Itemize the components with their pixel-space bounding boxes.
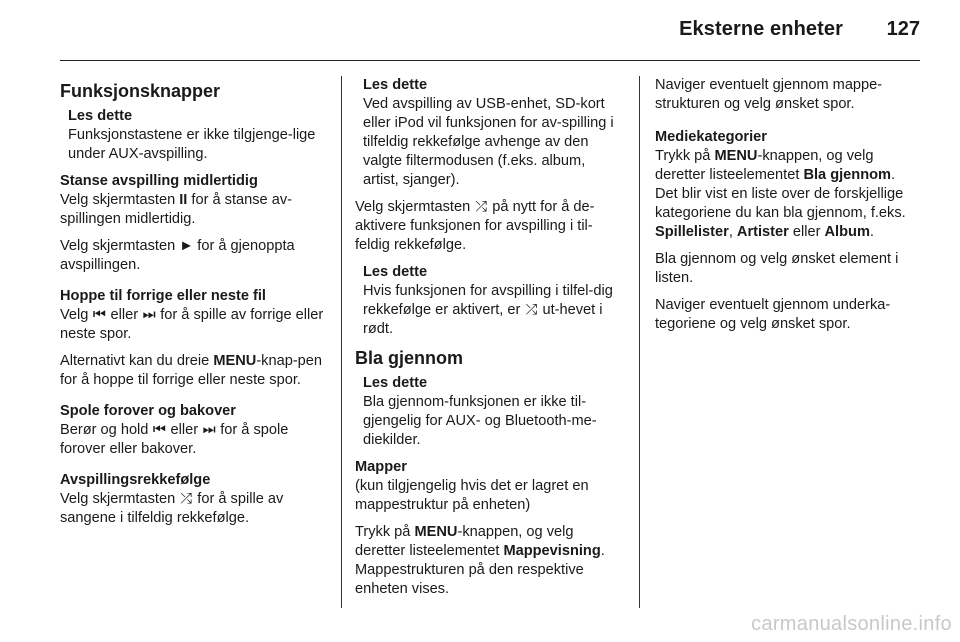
note-label: Les dette — [363, 77, 428, 93]
paragraph-spool: Berør og hold ⏮ eller ⏭ for å spole forover eller bakover. — [60, 422, 289, 457]
text-column-2 — [355, 76, 619, 607]
paragraph-subcategories: Naviger eventuelt gjennom underka-tegoriene og velg ønsket spor. — [655, 297, 891, 332]
column-divider — [341, 76, 342, 608]
category-artists: Artister — [736, 224, 789, 240]
page-header-title: Eksterne enheter — [679, 18, 843, 40]
menu-key-label: MENU — [714, 148, 758, 164]
note-label: Les dette — [363, 375, 428, 391]
category-playlists: Spillelister — [655, 224, 729, 240]
paragraph-shuffle: Velg skjermtasten ⤮ for å spille av sangene i tilfeldig rekkefølge. — [60, 491, 284, 526]
pause-key-symbol: II — [179, 192, 188, 208]
subheading-shuffle: Avspillingsrekkefølge — [60, 472, 211, 488]
subheading-folders: Mapper — [355, 459, 407, 475]
paragraph-media-categories: Trykk på MENU-knappen, og velg deretter listeelementet Bla gjennom. Det blir vist en liste over de forskjellige kategoriene du kan bla gjennom, f.eks. Spillelister, Artister eller Album. — [655, 148, 906, 240]
paragraph-folders: (kun tilgjengelig hvis det er lagret en mappestruktur på enheten) — [355, 478, 589, 513]
subheading-skip: Hoppe til forrige eller neste fil — [60, 288, 266, 304]
paragraph-resume: Velg skjermtasten ► for å gjenoppta avspillingen. — [60, 238, 295, 273]
subheading-pause: Stanse avspilling midlertidig — [60, 173, 258, 189]
watermark: carmanualsonline.info — [751, 613, 952, 635]
note-text: Ved avspilling av USB-enhet, SD-kort eller iPod vil funksjonen for av-spilling i tilfeldig rekkefølge avhenge av den valgte filtermodusen (f.eks. album, artist, sjanger). — [363, 96, 614, 188]
subheading-spool: Spole forover og bakover — [60, 403, 236, 419]
note-label: Les dette — [363, 264, 428, 280]
paragraph-browse-list: Bla gjennom og velg ønsket element i listen. — [655, 251, 899, 286]
note-box — [363, 374, 619, 450]
shuffle-icon: ⤮ — [525, 302, 538, 318]
paragraph-menu-knob: Alternativt kan du dreie MENU-knap-pen for å hoppe til forrige eller neste spor. — [60, 353, 323, 388]
paragraph-deactivate-shuffle: Velg skjermtasten ⤮ på nytt for å de-aktivere funksjonen for avspilling i til-feldig rekkefølge. — [355, 199, 595, 253]
note-box — [363, 76, 619, 190]
page-number: 127 — [886, 18, 920, 40]
paragraph-pause: Velg skjermtasten II for å stanse av-spillingen midlertidig. — [60, 192, 292, 227]
column-divider — [639, 76, 640, 608]
note-box: Les dette Hvis funksjonen for avspilling i tilfel-dig rekkefølge er aktivert, er ⤮ ut-hevet i rødt. — [363, 263, 619, 339]
header-divider — [60, 60, 920, 61]
note-box — [68, 107, 324, 164]
category-album: Album — [824, 224, 870, 240]
menu-item-browse: Bla gjennom — [803, 167, 892, 183]
menu-key-label: MENU — [414, 524, 458, 540]
skip-previous-icon: ⏮ — [92, 307, 107, 323]
paragraph-navigate-folders: Naviger eventuelt gjennom mappe-strukturen og velg ønsket spor. — [655, 77, 883, 112]
note-text: Bla gjennom-funksjonen er ikke til-gjengelig for AUX- og Bluetooth-me-diekilder. — [363, 394, 597, 448]
note-text: Funksjonstastene er ikke tilgjenge-lige under AUX-avspilling. — [68, 127, 316, 162]
note-label: Les dette — [68, 108, 133, 124]
text-column-1 — [60, 76, 324, 536]
text-column-3 — [655, 76, 919, 342]
play-icon: ► — [179, 238, 194, 254]
menu-key-label: MENU — [213, 353, 257, 369]
menu-item-folder-view: Mappevisning — [503, 543, 601, 559]
subheading-media-categories: Mediekategorier — [655, 129, 767, 145]
section-heading-function-buttons: Funksjonsknapper — [60, 81, 221, 101]
skip-next-icon: ⏭ — [202, 422, 216, 438]
paragraph-skip: Velg ⏮ eller ⏭ for å spille av forrige eller neste spor. — [60, 307, 324, 342]
section-heading-browse: Bla gjennom — [355, 348, 464, 368]
skip-next-icon: ⏭ — [142, 307, 156, 323]
shuffle-icon: ⤮ — [475, 199, 488, 215]
paragraph-folder-view: Trykk på MENU-knappen, og velg deretter listeelementet Mappevisning. Mappestrukturen på den respektive enheten vises. — [355, 524, 605, 597]
skip-previous-icon: ⏮ — [152, 422, 167, 438]
shuffle-icon: ⤮ — [180, 491, 193, 507]
